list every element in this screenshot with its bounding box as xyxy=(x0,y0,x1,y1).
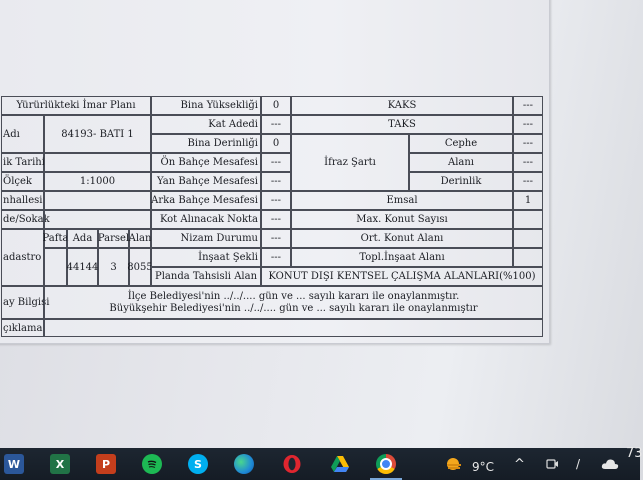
ifraz-sarti-label: İfraz Şartı xyxy=(291,134,409,191)
onedrive-cloud-icon[interactable] xyxy=(600,454,620,474)
windows-taskbar xyxy=(0,446,643,480)
weather-temperature[interactable]: 9°C xyxy=(472,460,495,474)
kaks-label: KAKS xyxy=(291,96,513,115)
ort-konut-label: Ort. Konut Alanı xyxy=(291,229,513,248)
taks-value: --- xyxy=(513,115,543,134)
onay-bilgisi-label: ay Bilgisi xyxy=(1,286,44,319)
weather-icon[interactable] xyxy=(444,454,464,474)
cadde-sokak-label: de/Sokak xyxy=(1,210,44,229)
taks-label: TAKS xyxy=(291,115,513,134)
kaks-value: --- xyxy=(513,96,543,115)
chevron-up-icon[interactable]: ^ xyxy=(514,457,525,472)
chrome-icon[interactable] xyxy=(376,454,396,474)
edge-icon[interactable] xyxy=(234,454,254,474)
alani-value: --- xyxy=(513,153,543,172)
kadastro-label: adastro xyxy=(1,229,44,286)
spotify-icon[interactable] xyxy=(142,454,162,474)
emsal-label: Emsal xyxy=(291,191,513,210)
kot-nokta-value: --- xyxy=(261,210,291,229)
kat-adedi-value: --- xyxy=(261,115,291,134)
planda-tahsisli-value: KONUT DIŞI KENTSEL ÇALIŞMA ALANLARI(%100) xyxy=(261,267,543,286)
derinlik-label: Derinlik xyxy=(409,172,513,191)
bina-derinligi-value: 0 xyxy=(261,134,291,153)
alan-value: 8055 xyxy=(129,248,151,286)
onay-bilgisi-value xyxy=(44,286,543,319)
skype-icon[interactable]: S xyxy=(188,454,208,474)
plan-tarihi-value xyxy=(44,153,151,172)
arka-bahce-value: --- xyxy=(261,191,291,210)
parsel-header: Parsel xyxy=(98,229,129,248)
topl-insaat-label: Topl.İnşaat Alanı xyxy=(291,248,513,267)
on-bahce-label: Ön Bahçe Mesafesi xyxy=(151,153,261,172)
parsel-value: 3 xyxy=(98,248,129,286)
imar-plani-header: Yürürlükteki İmar Planı xyxy=(1,96,151,115)
word-icon[interactable]: W xyxy=(4,454,24,474)
arka-bahce-label: Arka Bahçe Mesafesi xyxy=(151,191,261,210)
planda-tahsisli-label: Planda Tahsisli Alan xyxy=(151,267,261,286)
clock-partial[interactable]: 73 xyxy=(626,446,643,461)
derinlik-value: --- xyxy=(513,172,543,191)
google-drive-icon[interactable] xyxy=(330,454,350,474)
bina-yuksekligi-value: 0 xyxy=(261,96,291,115)
max-konut-value xyxy=(513,210,543,229)
plan-tarihi-label: ik Tarihi xyxy=(1,153,44,172)
cephe-value: --- xyxy=(513,134,543,153)
nizam-label: Nizam Durumu xyxy=(151,229,261,248)
topl-insaat-value xyxy=(513,248,543,267)
kat-adedi-label: Kat Adedi xyxy=(151,115,261,134)
ort-konut-value xyxy=(513,229,543,248)
ada-value: 44144 xyxy=(67,248,98,286)
bina-derinligi-label: Bina Derinliği xyxy=(151,134,261,153)
cadde-sokak-value xyxy=(44,210,151,229)
plan-adi-value: 84193- BATI 1 xyxy=(44,115,151,153)
mahallesi-value xyxy=(44,191,151,210)
excel-icon[interactable]: X xyxy=(50,454,70,474)
pafta-header: Pafta xyxy=(44,229,67,248)
alan-header: Alan xyxy=(129,229,151,248)
yan-bahce-label: Yan Bahçe Mesafesi xyxy=(151,172,261,191)
bina-yuksekligi-label: Bina Yüksekliği xyxy=(151,96,261,115)
plan-adi-label: Adı xyxy=(1,115,44,153)
olcek-label: Ölçek xyxy=(1,172,44,191)
mahallesi-label: nhallesi xyxy=(1,191,44,210)
max-konut-label: Max. Konut Sayısı xyxy=(291,210,513,229)
camera-icon[interactable] xyxy=(542,454,562,474)
aciklama-value xyxy=(44,319,543,337)
opera-icon[interactable] xyxy=(282,454,302,474)
onay-buyuksehir-line: Büyükşehir Belediyesi'nin ../../.... gün ve ... sayılı kararı ile onaylanmıştır xyxy=(109,302,478,314)
pafta-value xyxy=(44,248,67,286)
onay-ilce-line: İlçe Belediyesi'nin ../../.... gün ve ... sayılı kararı ile onaylanmıştır. xyxy=(127,290,460,302)
olcek-value: 1:1000 xyxy=(44,172,151,191)
nizam-value: --- xyxy=(261,229,291,248)
powerpoint-icon[interactable]: P xyxy=(96,454,116,474)
emsal-value: 1 xyxy=(513,191,543,210)
insaat-sekli-value: --- xyxy=(261,248,291,267)
kot-nokta-label: Kot Alınacak Nokta xyxy=(151,210,261,229)
on-bahce-value: --- xyxy=(261,153,291,172)
ada-header: Ada xyxy=(67,229,98,248)
insaat-sekli-label: İnşaat Şekli xyxy=(151,248,261,267)
alani-label: Alanı xyxy=(409,153,513,172)
cephe-label: Cephe xyxy=(409,134,513,153)
pen-icon[interactable]: / xyxy=(576,457,581,471)
aciklama-label: çıklama xyxy=(1,319,44,337)
yan-bahce-value: --- xyxy=(261,172,291,191)
